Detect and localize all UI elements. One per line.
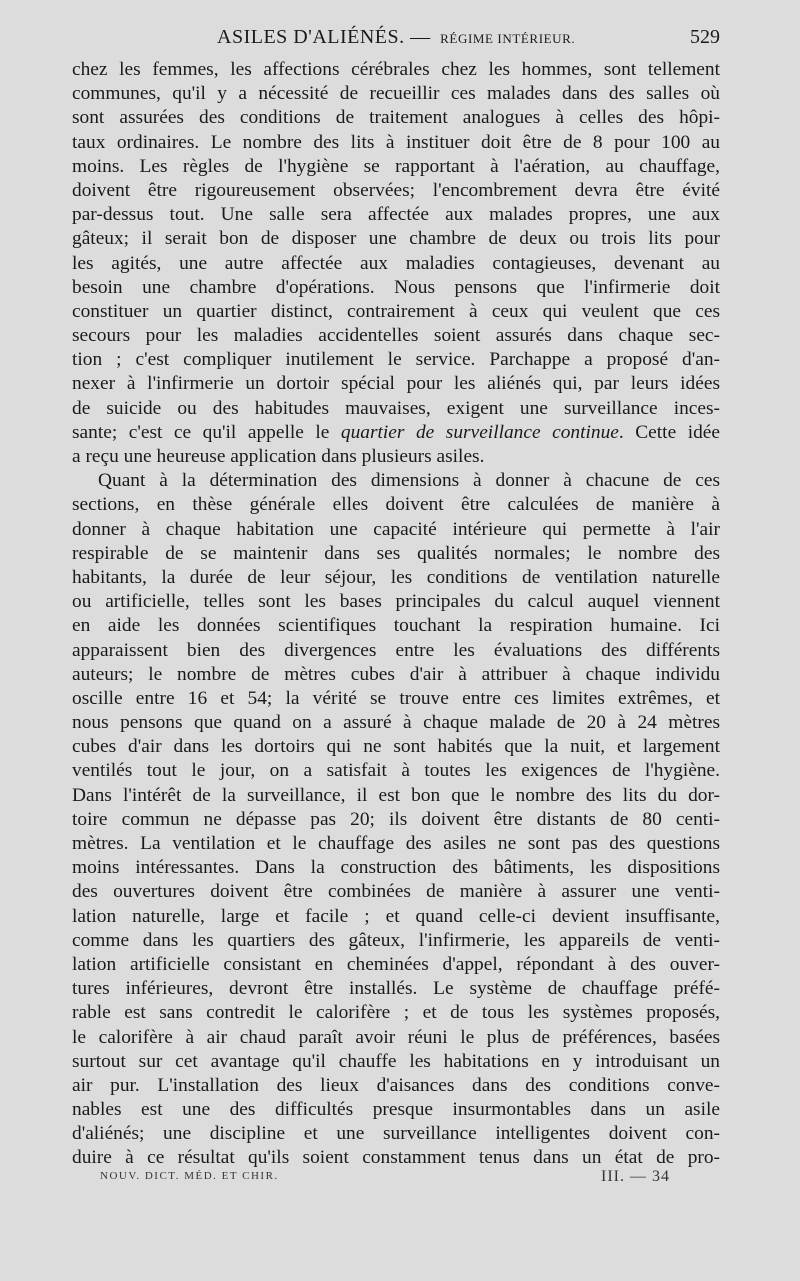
text-line: taux ordinaires. Le nombre des lits à instituer doit être de 8 pour 100 au <box>72 131 720 153</box>
text-line: oscille entre 16 et 54; la vérité se trouve entre ces limites extrêmes, et <box>72 687 720 709</box>
running-title-sub: RÉGIME INTÉRIEUR. <box>440 31 576 46</box>
text-line: duire à ce résultat qu'ils soient constamment tenus dans un état de pro- <box>72 1147 720 1169</box>
text-line: auteurs; le nombre de mètres cubes d'air à attribuer à chaque individu <box>72 663 720 685</box>
text-line: les agités, une autre affectée aux maladies contagieuses, devenant au <box>72 252 720 274</box>
footer-volume-sheet: III. — 34 <box>601 1168 670 1185</box>
text-line: chez les femmes, les affections cérébrales chez les hommes, sont tellement <box>72 59 720 80</box>
text-line: lation artificielle consistant en cheminées d'appel, répondant à des ouver- <box>72 953 720 975</box>
text-line: sont assurées des conditions de traitement analogues à celles des hôpi- <box>72 107 720 129</box>
running-title-dash: — <box>410 26 431 48</box>
text-line: doivent être rigoureusement observées; l'encombrement devra être évité <box>72 179 720 201</box>
text-line: d'aliénés; une discipline et une surveillance intelligentes doivent con- <box>72 1123 720 1145</box>
text-line: secours pour les maladies accidentelles soient assurés dans chaque sec- <box>72 325 720 347</box>
text-line: respirable de se maintenir dans ses qualités normales; le nombre des <box>72 542 720 564</box>
paragraph-start-line: Quant à la détermination des dimensions à donner à chacune de ces <box>98 470 720 492</box>
text-line: surtout sur cet avantage qu'il chauffe les habitations en y introduisant un <box>72 1050 720 1072</box>
text-line: rable est sans contredit le calorifère ; et de tous les systèmes proposés, <box>72 1002 720 1024</box>
text-line: habitants, la durée de leur séjour, les conditions de ventilation naturelle <box>72 566 720 588</box>
text-line: comme dans les quartiers des gâteux, l'infirmerie, les appareils de venti- <box>72 929 720 951</box>
italic-term: quartier de surveillance continue <box>340 421 619 443</box>
text-line: besoin une chambre d'opérations. Nous pensons que l'infirmerie doit <box>72 276 720 298</box>
running-header <box>72 22 720 56</box>
text-line: des ouvertures doivent être combinées de manière à assurer une venti- <box>72 881 720 903</box>
body-text <box>72 58 720 1171</box>
text-line: lation naturelle, large et facile ; et quand celle-ci devient insuffisante, <box>72 905 720 927</box>
text-line: de suicide ou des habitudes mauvaises, exigent une surveillance inces- <box>72 397 720 419</box>
signature-footer <box>100 1170 670 1192</box>
text-line: en aide les données scientifiques touchant la respiration humaine. Ici <box>72 615 720 637</box>
text-line: communes, qu'il y a nécessité de recueillir ces malades dans des salles où <box>72 83 720 105</box>
page-number: 529 <box>690 26 720 48</box>
text-line: toire commun ne dépasse pas 20; ils doivent être distants de 80 centi- <box>72 808 720 830</box>
text-line: gâteux; il serait bon de disposer une chambre de deux ou trois lits pour <box>72 228 720 250</box>
text-line: moins intéressantes. Dans la construction des bâtiments, les dispositions <box>72 857 720 879</box>
text-line: constituer un quartier distinct, contrairement à ceux qui veulent que ces <box>72 300 720 322</box>
text-line: le calorifère à air chaud paraît avoir réuni le plus de préférences, basées <box>72 1026 720 1048</box>
text-line: tures inférieures, devront être installés. Le système de chauffage préfé- <box>72 978 720 1000</box>
text-line: nexer à l'infirmerie un dortoir spécial pour les aliénés qui, par leurs idées <box>72 373 720 395</box>
text-line: Dans l'intérêt de la surveillance, il est bon que le nombre des lits du dor- <box>72 784 720 806</box>
text-line-italic-term <box>72 421 720 445</box>
text-line: donner à chaque habitation une capacité intérieure qui permette à l'air <box>72 518 720 540</box>
footer-book-title: NOUV. DICT. MÉD. ET CHIR. <box>100 1170 279 1182</box>
text-line: moins. Les règles de l'hygiène se rapportant à l'aération, au chauffage, <box>72 155 720 177</box>
text-line: air pur. L'installation des lieux d'aisances dans des conditions conve- <box>72 1074 720 1096</box>
text-line: par-dessus tout. Une salle sera affectée aux malades propres, une aux <box>72 204 720 226</box>
text-line: ou artificielle, telles sont les bases principales du calcul auquel viennent <box>72 591 720 613</box>
line-segment: . Cette idée <box>618 421 720 443</box>
text-line: sections, en thèse générale elles doivent être calculées de manière à <box>72 494 720 516</box>
text-line: nables est une des difficultés presque insurmontables dans un asile <box>72 1099 720 1121</box>
text-line: mètres. La ventilation et le chauffage des asiles ne sont pas des questions <box>72 833 720 854</box>
text-line: nous pensons que quand on a assuré à chaque malade de 20 à 24 mètres <box>72 712 720 734</box>
text-line: apparaissent bien des divergences entre les évaluations des différents <box>72 639 720 661</box>
text-line: ventilés tout le jour, on a satisfait à toutes les exigences de l'hygiène. <box>72 760 720 782</box>
text-line: tion ; c'est compliquer inutilement le service. Parchappe a proposé d'an- <box>72 349 720 371</box>
running-title <box>217 26 575 49</box>
running-title-main: ASILES D'ALIÉNÉS. <box>217 26 405 48</box>
text-line: cubes d'air dans les dortoirs qui ne sont habités que la nuit, et largement <box>72 736 720 758</box>
line-segment: sante; c'est ce qu'il appelle le <box>72 421 341 443</box>
paragraph-end-line: a reçu une heureuse application dans plusieurs asiles. <box>72 446 485 467</box>
